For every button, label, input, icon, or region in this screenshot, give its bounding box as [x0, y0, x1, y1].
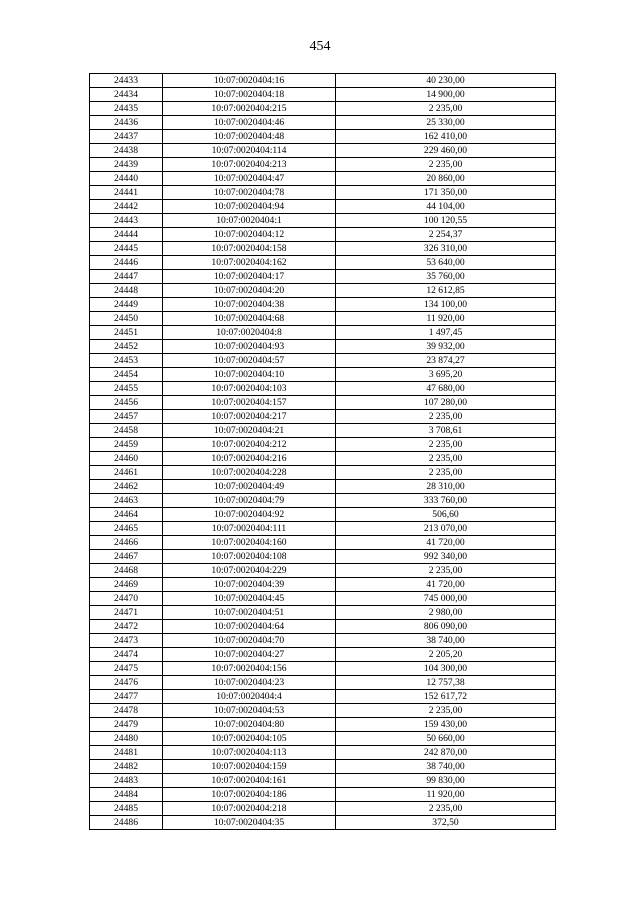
value-cell: 41 720,00: [336, 536, 556, 550]
row-number-cell: 24483: [90, 774, 163, 788]
value-cell: 162 410,00: [336, 130, 556, 144]
table-row: [90, 592, 556, 606]
value-cell: 12 757,38: [336, 676, 556, 690]
cadastral-number-cell: 10:07:0020404:94: [163, 200, 336, 214]
table-row: [90, 466, 556, 480]
cadastral-number-cell: 10:07:0020404:47: [163, 172, 336, 186]
value-cell: 2 235,00: [336, 452, 556, 466]
cadastral-number-cell: 10:07:0020404:111: [163, 522, 336, 536]
cadastral-number-cell: 10:07:0020404:1: [163, 214, 336, 228]
table-row: [90, 396, 556, 410]
row-number-cell: 24476: [90, 676, 163, 690]
cadastral-number-cell: 10:07:0020404:108: [163, 550, 336, 564]
value-cell: 11 920,00: [336, 788, 556, 802]
row-number-cell: 24480: [90, 732, 163, 746]
cadastral-number-cell: 10:07:0020404:114: [163, 144, 336, 158]
table-row: [90, 88, 556, 102]
row-number-cell: 24461: [90, 466, 163, 480]
row-number-cell: 24481: [90, 746, 163, 760]
row-number-cell: 24467: [90, 550, 163, 564]
cadastral-number-cell: 10:07:0020404:186: [163, 788, 336, 802]
row-number-cell: 24446: [90, 256, 163, 270]
row-number-cell: 24482: [90, 760, 163, 774]
table-row: [90, 522, 556, 536]
cadastral-number-cell: 10:07:0020404:156: [163, 662, 336, 676]
value-cell: 11 920,00: [336, 312, 556, 326]
value-cell: 2 980,00: [336, 606, 556, 620]
row-number-cell: 24469: [90, 578, 163, 592]
cadastral-number-cell: 10:07:0020404:161: [163, 774, 336, 788]
row-number-cell: 24468: [90, 564, 163, 578]
row-number-cell: 24475: [90, 662, 163, 676]
cadastral-number-cell: 10:07:0020404:39: [163, 578, 336, 592]
row-number-cell: 24442: [90, 200, 163, 214]
row-number-cell: 24447: [90, 270, 163, 284]
row-number-cell: 24453: [90, 354, 163, 368]
table-row: [90, 270, 556, 284]
value-cell: 1 497,45: [336, 326, 556, 340]
value-cell: 2 235,00: [336, 410, 556, 424]
value-cell: 99 830,00: [336, 774, 556, 788]
cadastral-number-cell: 10:07:0020404:103: [163, 382, 336, 396]
cadastral-number-cell: 10:07:0020404:229: [163, 564, 336, 578]
cadastral-number-cell: 10:07:0020404:16: [163, 74, 336, 88]
table-row: [90, 788, 556, 802]
cadastral-number-cell: 10:07:0020404:49: [163, 480, 336, 494]
value-cell: 3 708,61: [336, 424, 556, 438]
row-number-cell: 24451: [90, 326, 163, 340]
cadastral-number-cell: 10:07:0020404:51: [163, 606, 336, 620]
row-number-cell: 24441: [90, 186, 163, 200]
value-cell: 47 680,00: [336, 382, 556, 396]
row-number-cell: 24486: [90, 816, 163, 830]
value-cell: 38 740,00: [336, 634, 556, 648]
cadastral-number-cell: 10:07:0020404:218: [163, 802, 336, 816]
value-cell: 39 932,00: [336, 340, 556, 354]
row-number-cell: 24477: [90, 690, 163, 704]
row-number-cell: 24440: [90, 172, 163, 186]
table-row: [90, 648, 556, 662]
row-number-cell: 24437: [90, 130, 163, 144]
table-row: [90, 326, 556, 340]
cadastral-number-cell: 10:07:0020404:216: [163, 452, 336, 466]
table-row: [90, 410, 556, 424]
row-number-cell: 24454: [90, 368, 163, 382]
table-row: [90, 452, 556, 466]
row-number-cell: 24478: [90, 704, 163, 718]
cadastral-number-cell: 10:07:0020404:159: [163, 760, 336, 774]
cadastral-number-cell: 10:07:0020404:35: [163, 816, 336, 830]
row-number-cell: 24444: [90, 228, 163, 242]
value-cell: 242 870,00: [336, 746, 556, 760]
row-number-cell: 24433: [90, 74, 163, 88]
value-cell: 372,50: [336, 816, 556, 830]
table-row: [90, 606, 556, 620]
table-row: [90, 382, 556, 396]
value-cell: 28 310,00: [336, 480, 556, 494]
value-cell: 41 720,00: [336, 578, 556, 592]
value-cell: 2 235,00: [336, 102, 556, 116]
cadastral-number-cell: 10:07:0020404:27: [163, 648, 336, 662]
row-number-cell: 24458: [90, 424, 163, 438]
value-cell: 2 235,00: [336, 564, 556, 578]
row-number-cell: 24443: [90, 214, 163, 228]
row-number-cell: 24449: [90, 298, 163, 312]
cadastral-number-cell: 10:07:0020404:213: [163, 158, 336, 172]
cadastral-number-cell: 10:07:0020404:70: [163, 634, 336, 648]
table-row: [90, 732, 556, 746]
table-row: [90, 718, 556, 732]
value-cell: 2 235,00: [336, 158, 556, 172]
cadastral-number-cell: 10:07:0020404:160: [163, 536, 336, 550]
table-row: [90, 186, 556, 200]
table-row: [90, 704, 556, 718]
table-row: [90, 774, 556, 788]
value-cell: 171 350,00: [336, 186, 556, 200]
row-number-cell: 24436: [90, 116, 163, 130]
cadastral-number-cell: 10:07:0020404:212: [163, 438, 336, 452]
table-row: [90, 312, 556, 326]
value-cell: 44 104,00: [336, 200, 556, 214]
cadastral-number-cell: 10:07:0020404:12: [163, 228, 336, 242]
table-row: [90, 368, 556, 382]
table-row: [90, 536, 556, 550]
cadastral-number-cell: 10:07:0020404:23: [163, 676, 336, 690]
cadastral-number-cell: 10:07:0020404:57: [163, 354, 336, 368]
value-cell: 2 235,00: [336, 704, 556, 718]
table-row: [90, 354, 556, 368]
page-number: 454: [309, 39, 331, 54]
table-row: [90, 214, 556, 228]
table-row: [90, 144, 556, 158]
value-cell: 2 205,20: [336, 648, 556, 662]
value-cell: 25 330,00: [336, 116, 556, 130]
table-row: [90, 802, 556, 816]
row-number-cell: 24438: [90, 144, 163, 158]
table-row: [90, 662, 556, 676]
row-number-cell: 24435: [90, 102, 163, 116]
cadastral-number-cell: 10:07:0020404:45: [163, 592, 336, 606]
value-cell: 992 340,00: [336, 550, 556, 564]
row-number-cell: 24452: [90, 340, 163, 354]
table-row: [90, 494, 556, 508]
cadastral-number-cell: 10:07:0020404:79: [163, 494, 336, 508]
cadastral-number-cell: 10:07:0020404:64: [163, 620, 336, 634]
row-number-cell: 24479: [90, 718, 163, 732]
table-row: [90, 746, 556, 760]
cadastral-number-cell: 10:07:0020404:20: [163, 284, 336, 298]
table-row: [90, 508, 556, 522]
table-row: [90, 256, 556, 270]
table-row: [90, 676, 556, 690]
row-number-cell: 24464: [90, 508, 163, 522]
cadastral-number-cell: 10:07:0020404:215: [163, 102, 336, 116]
row-number-cell: 24450: [90, 312, 163, 326]
row-number-cell: 24465: [90, 522, 163, 536]
cadastral-number-cell: 10:07:0020404:53: [163, 704, 336, 718]
cadastral-number-cell: 10:07:0020404:17: [163, 270, 336, 284]
row-number-cell: 24455: [90, 382, 163, 396]
value-cell: 2 254,37: [336, 228, 556, 242]
value-cell: 213 070,00: [336, 522, 556, 536]
value-cell: 806 090,00: [336, 620, 556, 634]
cadastral-number-cell: 10:07:0020404:10: [163, 368, 336, 382]
cadastral-number-cell: 10:07:0020404:18: [163, 88, 336, 102]
value-cell: 152 617,72: [336, 690, 556, 704]
value-cell: 107 280,00: [336, 396, 556, 410]
table-row: [90, 228, 556, 242]
value-cell: 159 430,00: [336, 718, 556, 732]
cadastral-number-cell: 10:07:0020404:78: [163, 186, 336, 200]
cadastral-number-cell: 10:07:0020404:93: [163, 340, 336, 354]
cadastral-number-cell: 10:07:0020404:113: [163, 746, 336, 760]
row-number-cell: 24473: [90, 634, 163, 648]
table-row: [90, 102, 556, 116]
value-cell: 2 235,00: [336, 466, 556, 480]
cadastral-number-cell: 10:07:0020404:105: [163, 732, 336, 746]
value-cell: 38 740,00: [336, 760, 556, 774]
table-row: [90, 172, 556, 186]
cadastral-number-cell: 10:07:0020404:228: [163, 466, 336, 480]
cadastral-number-cell: 10:07:0020404:80: [163, 718, 336, 732]
row-number-cell: 24466: [90, 536, 163, 550]
cadastral-number-cell: 10:07:0020404:217: [163, 410, 336, 424]
cadastral-number-cell: 10:07:0020404:4: [163, 690, 336, 704]
table-row: [90, 760, 556, 774]
table-row: [90, 690, 556, 704]
table-row: [90, 298, 556, 312]
value-cell: 2 235,00: [336, 438, 556, 452]
value-cell: 506,60: [336, 508, 556, 522]
value-cell: 40 230,00: [336, 74, 556, 88]
row-number-cell: 24445: [90, 242, 163, 256]
table-row: [90, 578, 556, 592]
cadastral-number-cell: 10:07:0020404:68: [163, 312, 336, 326]
table-row: [90, 424, 556, 438]
table-row: [90, 242, 556, 256]
table-row: [90, 550, 556, 564]
table-row: [90, 284, 556, 298]
registry-table: [89, 73, 556, 830]
registry-table-body: [90, 74, 556, 830]
value-cell: 229 460,00: [336, 144, 556, 158]
cadastral-number-cell: 10:07:0020404:21: [163, 424, 336, 438]
value-cell: 745 000,00: [336, 592, 556, 606]
row-number-cell: 24462: [90, 480, 163, 494]
cadastral-number-cell: 10:07:0020404:162: [163, 256, 336, 270]
value-cell: 2 235,00: [336, 802, 556, 816]
row-number-cell: 24448: [90, 284, 163, 298]
table-row: [90, 200, 556, 214]
value-cell: 23 874,27: [336, 354, 556, 368]
row-number-cell: 24459: [90, 438, 163, 452]
table-row: [90, 438, 556, 452]
table-row: [90, 564, 556, 578]
table-row: [90, 634, 556, 648]
row-number-cell: 24463: [90, 494, 163, 508]
value-cell: 100 120,55: [336, 214, 556, 228]
row-number-cell: 24484: [90, 788, 163, 802]
table-row: [90, 130, 556, 144]
cadastral-number-cell: 10:07:0020404:46: [163, 116, 336, 130]
row-number-cell: 24456: [90, 396, 163, 410]
value-cell: 14 900,00: [336, 88, 556, 102]
cadastral-number-cell: 10:07:0020404:48: [163, 130, 336, 144]
row-number-cell: 24434: [90, 88, 163, 102]
value-cell: 104 300,00: [336, 662, 556, 676]
row-number-cell: 24471: [90, 606, 163, 620]
cadastral-number-cell: 10:07:0020404:92: [163, 508, 336, 522]
row-number-cell: 24474: [90, 648, 163, 662]
table-row: [90, 340, 556, 354]
value-cell: 326 310,00: [336, 242, 556, 256]
cadastral-number-cell: 10:07:0020404:157: [163, 396, 336, 410]
value-cell: 53 640,00: [336, 256, 556, 270]
table-row: [90, 620, 556, 634]
row-number-cell: 24439: [90, 158, 163, 172]
row-number-cell: 24472: [90, 620, 163, 634]
row-number-cell: 24470: [90, 592, 163, 606]
row-number-cell: 24460: [90, 452, 163, 466]
value-cell: 134 100,00: [336, 298, 556, 312]
table-row: [90, 158, 556, 172]
table-row: [90, 74, 556, 88]
value-cell: 333 760,00: [336, 494, 556, 508]
value-cell: 50 660,00: [336, 732, 556, 746]
cadastral-number-cell: 10:07:0020404:38: [163, 298, 336, 312]
cadastral-number-cell: 10:07:0020404:158: [163, 242, 336, 256]
value-cell: 3 695,20: [336, 368, 556, 382]
value-cell: 12 612,85: [336, 284, 556, 298]
table-row: [90, 816, 556, 830]
row-number-cell: 24457: [90, 410, 163, 424]
value-cell: 35 760,00: [336, 270, 556, 284]
table-row: [90, 116, 556, 130]
value-cell: 20 860,00: [336, 172, 556, 186]
table-row: [90, 480, 556, 494]
cadastral-number-cell: 10:07:0020404:8: [163, 326, 336, 340]
row-number-cell: 24485: [90, 802, 163, 816]
